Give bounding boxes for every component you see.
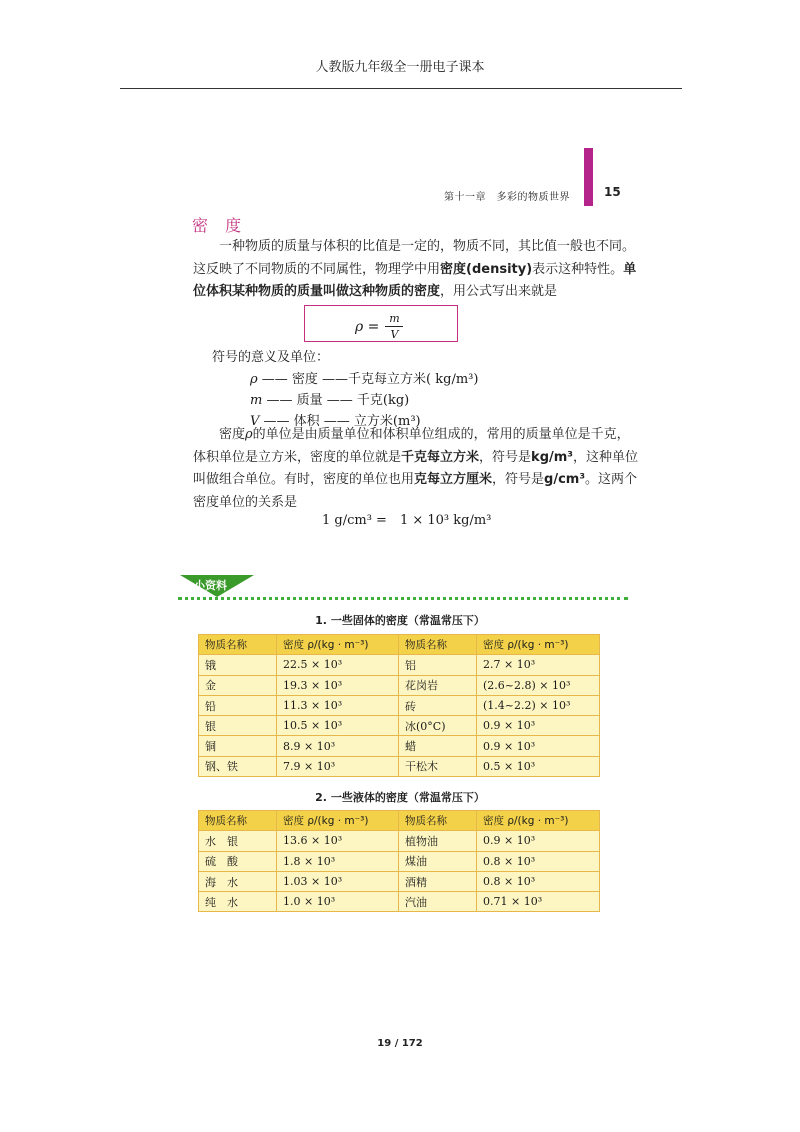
fraction-line <box>385 326 403 327</box>
table-row <box>199 736 600 756</box>
info-ribbon <box>180 575 255 597</box>
density-cell: (2.6~2.8) × 10³ <box>477 675 600 695</box>
table-row <box>199 851 600 871</box>
substance-cell: 砖 <box>399 695 477 715</box>
substance-cell: 干松木 <box>399 756 477 776</box>
density-cell: 0.9 × 10³ <box>477 716 600 736</box>
substance-cell: 酒精 <box>399 871 477 891</box>
chapter-label: 第十一章 多彩的物质世界 <box>444 192 570 203</box>
substance-cell: 冰(0°C) <box>399 716 477 736</box>
density-cell: 1.8 × 10³ <box>277 851 399 871</box>
density-cell: 19.3 × 10³ <box>277 675 399 695</box>
substance-cell: 蜡 <box>399 736 477 756</box>
density-cell: 0.5 × 10³ <box>477 756 600 776</box>
units-text-4: ，这种单位叫做组合单位。有时，密度的单位也用 <box>193 449 639 487</box>
substance-cell: 海 水 <box>199 871 277 891</box>
substance-cell: 水 银 <box>199 831 277 851</box>
table-row <box>199 655 600 675</box>
density-cell: 1.03 × 10³ <box>277 871 399 891</box>
formula-denominator: V <box>390 328 399 341</box>
liquids-table-title: 2. 一些液体的密度（常温常压下） <box>315 791 485 804</box>
density-formula-box <box>304 305 458 342</box>
symbol-desc: —— 体积 —— 立方米(m³) <box>263 414 421 429</box>
substance-cell: 金 <box>199 675 277 695</box>
pdf-page-indicator: 19 / 172 <box>377 1038 423 1049</box>
units-paragraph <box>193 424 641 514</box>
units-text-6: 。这两个密度单位的关系是 <box>193 472 638 510</box>
table-header-row <box>199 635 600 655</box>
table-row <box>199 892 600 912</box>
density-cell: 22.5 × 10³ <box>277 655 399 675</box>
density-cell: (1.4~2.2) × 10³ <box>477 695 600 715</box>
intro-term: 密度(density) <box>440 261 533 277</box>
substance-cell: 植物油 <box>399 831 477 851</box>
substance-cell: 锇 <box>199 655 277 675</box>
chapter-marker-bar <box>584 148 593 206</box>
units-text-2: 的单位是由质量单位和体积单位组成的，常用的质量单位是千克，体积单位是立方米，密度的单位就是 <box>193 427 630 465</box>
density-cell: 10.5 × 10³ <box>277 716 399 736</box>
units-text-3: ，符号是 <box>479 449 532 465</box>
unit-relation: 1 g/cm³ = 1 × 10³ kg/m³ <box>322 513 492 528</box>
section-heading: 密 度 <box>192 216 248 235</box>
symbol-row-m <box>250 389 409 408</box>
density-cell: 0.9 × 10³ <box>477 831 600 851</box>
symbol-desc: —— 密度 ——千克每立方米( kg/m³) <box>261 372 479 387</box>
header-cell: 密度 ρ/(kg · m⁻³) <box>277 635 399 655</box>
formula-lhs: ρ = <box>355 318 380 335</box>
symbols-heading: 符号的意义及单位： <box>212 350 330 365</box>
formula-fraction <box>385 312 403 341</box>
table-row <box>199 695 600 715</box>
substance-cell: 银 <box>199 716 277 736</box>
density-cell: 11.3 × 10³ <box>277 695 399 715</box>
table-header-row <box>199 811 600 831</box>
units-bold-1: 千克每立方米 <box>401 449 480 465</box>
substance-cell: 纯 水 <box>199 892 277 912</box>
units-bold-3: 克每立方厘米 <box>414 472 493 487</box>
density-formula <box>355 312 403 341</box>
density-cell: 0.71 × 10³ <box>477 892 600 912</box>
intro-paragraph <box>193 236 641 304</box>
symbol-row-rho <box>250 368 478 387</box>
substance-cell: 煤油 <box>399 851 477 871</box>
symbol-var: m <box>250 393 263 408</box>
formula-numerator: m <box>389 312 400 325</box>
units-bold-2: kg/m³ <box>531 449 573 465</box>
density-cell: 0.9 × 10³ <box>477 736 600 756</box>
header-cell: 物质名称 <box>399 811 477 831</box>
solids-table-title: 1. 一些固体的密度（常温常压下） <box>315 614 485 627</box>
substance-cell: 硫 酸 <box>199 851 277 871</box>
header-cell: 密度 ρ/(kg · m⁻³) <box>477 811 600 831</box>
density-cell: 13.6 × 10³ <box>277 831 399 851</box>
density-cell: 0.8 × 10³ <box>477 851 600 871</box>
book-page-number: 15 <box>604 185 621 199</box>
substance-cell: 钢、铁 <box>199 756 277 776</box>
header-cell: 密度 ρ/(kg · m⁻³) <box>477 635 600 655</box>
document-header-title: 人教版九年级全一册电子课本 <box>315 60 485 75</box>
substance-cell: 铜 <box>199 736 277 756</box>
substance-cell: 花岗岩 <box>399 675 477 695</box>
table-row <box>199 831 600 851</box>
header-cell: 物质名称 <box>199 635 277 655</box>
substance-cell: 铅 <box>199 695 277 715</box>
units-text-1: 密度 <box>219 427 246 442</box>
intro-definition: 单位体积某种物质的质量叫做这种物质的密度 <box>193 261 637 299</box>
liquids-density-table <box>198 810 600 912</box>
density-cell: 2.7 × 10³ <box>477 655 600 675</box>
substance-cell: 铝 <box>399 655 477 675</box>
symbol-var: V <box>250 414 260 429</box>
symbol-desc: —— 质量 —— 千克(kg) <box>266 393 410 408</box>
header-cell: 密度 ρ/(kg · m⁻³) <box>277 811 399 831</box>
dotted-divider <box>178 597 628 600</box>
header-cell: 物质名称 <box>199 811 277 831</box>
density-cell: 7.9 × 10³ <box>277 756 399 776</box>
intro-text-2: 表示这种特性。 <box>532 261 624 277</box>
solids-density-table <box>198 634 600 777</box>
units-bold-4: g/cm³ <box>544 472 586 487</box>
intro-text-1: 一种物质的质量与体积的比值是一定的，物质不同，其比值一般也不同。这反映了不同物质的不同属性，物理学中用 <box>193 239 636 277</box>
density-cell: 8.9 × 10³ <box>277 736 399 756</box>
header-divider <box>120 88 682 89</box>
intro-text-3: ，用公式写出来就是 <box>440 284 558 299</box>
symbol-var: ρ <box>250 372 258 387</box>
ribbon-label: 小资料 <box>194 579 227 592</box>
units-text-5: ，符号是 <box>492 472 545 487</box>
table-row <box>199 675 600 695</box>
table-row <box>199 756 600 776</box>
header-cell: 物质名称 <box>399 635 477 655</box>
substance-cell: 汽油 <box>399 892 477 912</box>
table-row <box>199 716 600 736</box>
density-cell: 0.8 × 10³ <box>477 871 600 891</box>
table-row <box>199 871 600 891</box>
units-var: ρ <box>245 427 253 442</box>
density-cell: 1.0 × 10³ <box>277 892 399 912</box>
